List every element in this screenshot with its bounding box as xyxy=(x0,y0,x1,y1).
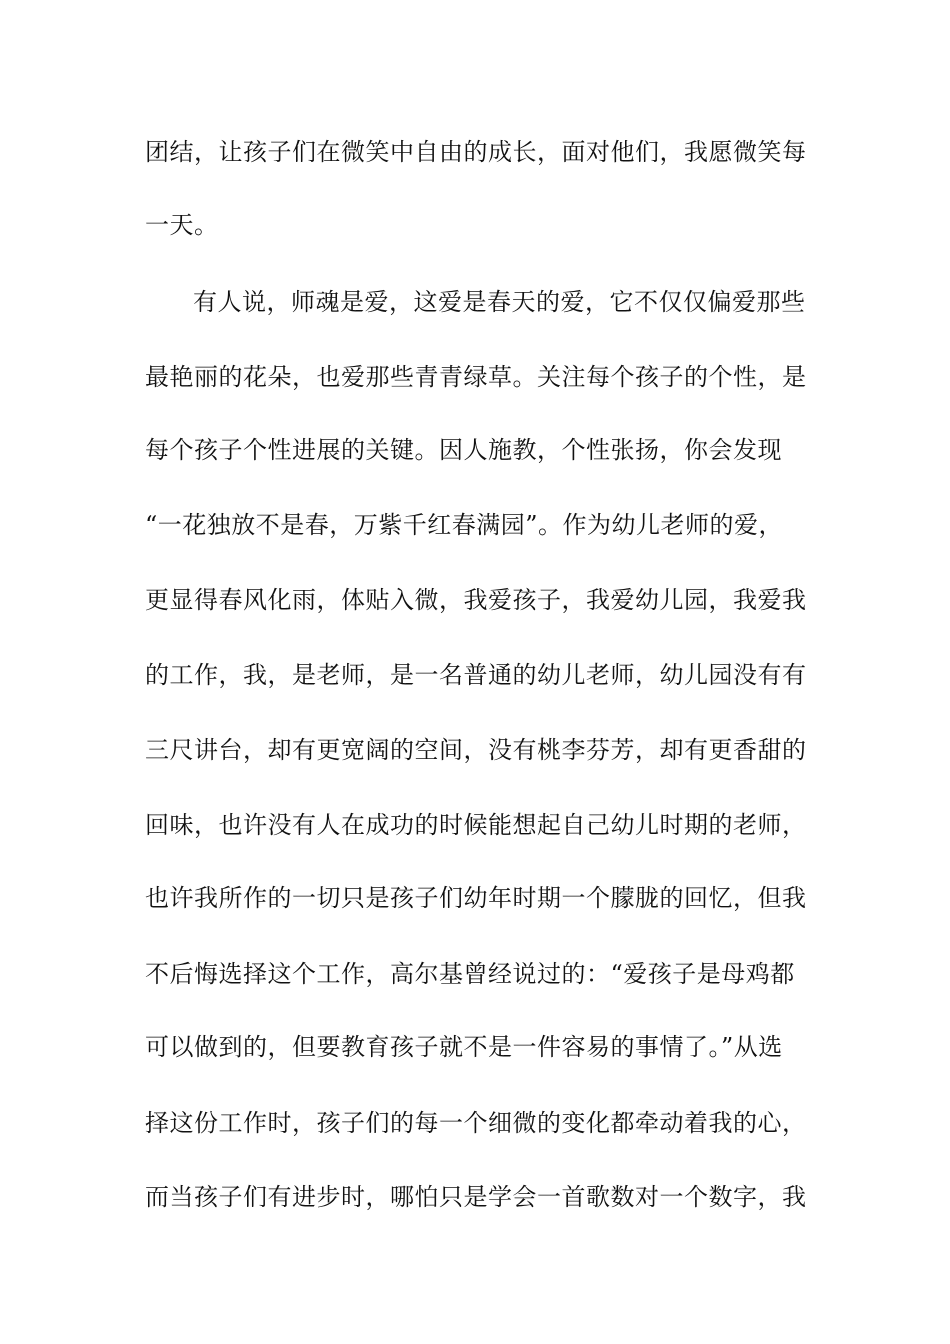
text-line: 可以做到的，但要教育孩子就不是一件容易的事情了。”从选 xyxy=(145,1033,783,1061)
text-line: 一天。 xyxy=(145,211,219,239)
text-line: 回味，也许没有人在成功的时候能想起自己幼儿时期的老师， xyxy=(145,811,807,839)
text-line: 每个孩子个性进展的关键。因人施教，个性张扬，你会发现 xyxy=(145,436,782,464)
text-line: 最艳丽的花朵，也爱那些青青绿草。关注每个孩子的个性，是 xyxy=(145,363,807,391)
text-line: 的工作，我，是老师，是一名普通的幼儿老师，幼儿园没有有 xyxy=(145,661,807,689)
text-line: 三尺讲台，却有更宽阔的空间，没有桃李芬芳，却有更香甜的 xyxy=(145,736,807,764)
paragraph-first-line: 有人说，师魂是爱，这爱是春天的爱，它不仅仅偏爱那些 xyxy=(193,288,806,316)
text-line: 也许我所作的一切只是孩子们幼年时期一个朦胧的回忆，但我 xyxy=(145,884,807,912)
text-line: 不后悔选择这个工作，高尔基曾经说过的：“爱孩子是母鸡都 xyxy=(145,960,795,988)
text-line: “一花独放不是春，万紫千红春满园”。作为幼儿老师的爱， xyxy=(145,511,784,539)
text-line: 择这份工作时，孩子们的每一个细微的变化都牵动着我的心， xyxy=(145,1109,807,1137)
text-line: 而当孩子们有进步时，哪怕只是学会一首歌数对一个数字，我 xyxy=(145,1183,807,1211)
text-line: 更显得春风化雨，体贴入微，我爱孩子，我爱幼儿园，我爱我 xyxy=(145,586,807,614)
text-line: 团结，让孩子们在微笑中自由的成长，面对他们，我愿微笑每 xyxy=(145,138,807,166)
